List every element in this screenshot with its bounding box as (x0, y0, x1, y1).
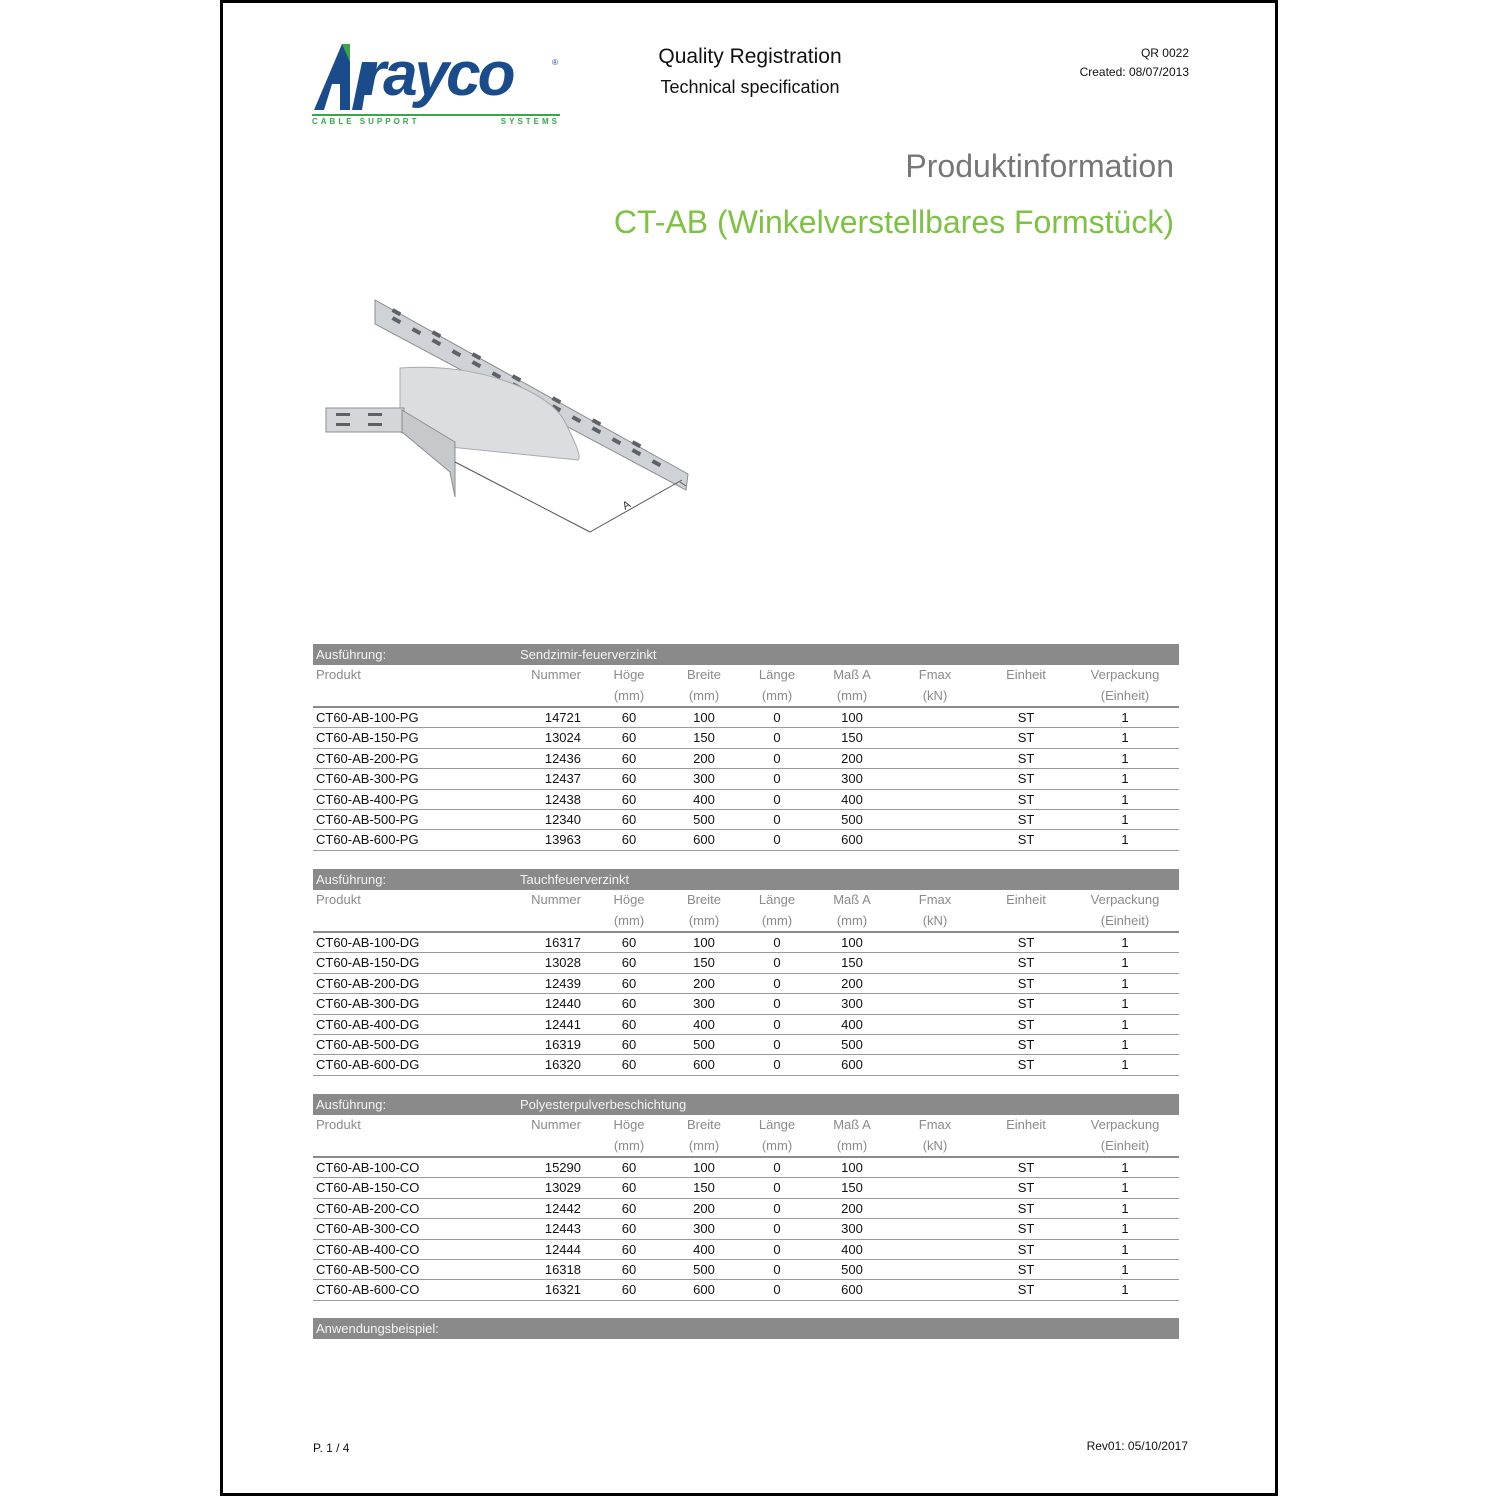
cell-length: 0 (773, 1036, 781, 1052)
cell-packing: 1 (1121, 996, 1129, 1012)
column-header-product: Produkt (316, 1117, 361, 1132)
finish-label: Ausführung: (316, 647, 387, 662)
cell-number: 12442 (544, 1200, 581, 1216)
finish-label: Ausführung: (316, 1097, 387, 1112)
cell-dim-a: 600 (841, 832, 863, 848)
cell-number: 13024 (544, 730, 581, 746)
cell-product: CT60-AB-200-CO (316, 1200, 420, 1216)
table-row (313, 708, 1179, 728)
cell-height: 60 (621, 1160, 637, 1175)
cell-product: CT60-AB-300-CO (316, 1221, 420, 1237)
cell-length: 0 (773, 730, 781, 746)
column-header-product: Produkt (316, 892, 361, 907)
cell-height: 60 (621, 975, 637, 991)
product-drawing (320, 292, 700, 542)
cell-length: 0 (773, 750, 781, 766)
table-row (313, 1240, 1179, 1260)
cell-length: 0 (773, 771, 781, 787)
column-unit-dim-a: (mm) (836, 913, 868, 928)
column-unit-length: (mm) (761, 688, 793, 703)
table-row (313, 994, 1179, 1014)
cell-number: 13029 (544, 1180, 581, 1196)
cell-packing: 1 (1121, 710, 1129, 725)
column-header-fmax: Fmax (918, 892, 952, 907)
cell-height: 60 (621, 1282, 637, 1298)
cell-number: 16318 (544, 1261, 581, 1277)
cell-product: CT60-AB-200-PG (316, 750, 419, 766)
cell-height: 60 (621, 935, 637, 950)
cell-product: CT60-AB-500-DG (316, 1036, 420, 1052)
cell-dim-a: 400 (841, 1241, 863, 1257)
cell-unit: ST (1017, 710, 1035, 725)
cell-height: 60 (621, 1180, 637, 1196)
table-header (313, 890, 1179, 933)
cell-height: 60 (621, 1057, 637, 1073)
cell-number: 12440 (544, 996, 581, 1012)
cell-unit: ST (1017, 1180, 1035, 1196)
cell-packing: 1 (1121, 1057, 1129, 1073)
column-unit-dim-a: (mm) (836, 1138, 868, 1153)
cell-unit: ST (1017, 1282, 1035, 1298)
cell-length: 0 (773, 791, 781, 807)
column-unit-fmax: (kN) (922, 1138, 948, 1153)
cell-unit: ST (1017, 791, 1035, 807)
cell-number: 12443 (544, 1221, 581, 1237)
cell-product: CT60-AB-500-PG (316, 811, 419, 827)
cell-height: 60 (621, 750, 637, 766)
cell-length: 0 (773, 1180, 781, 1196)
cell-unit: ST (1017, 996, 1035, 1012)
cell-width: 600 (693, 1282, 715, 1298)
cell-unit: ST (1017, 1221, 1035, 1237)
cell-dim-a: 600 (841, 1282, 863, 1298)
column-header-packing: Verpackung (1090, 667, 1160, 682)
table-band (313, 869, 1179, 890)
cell-dim-a: 400 (841, 791, 863, 807)
cell-packing: 1 (1121, 791, 1129, 807)
cell-packing: 1 (1121, 955, 1129, 971)
cell-packing: 1 (1121, 1241, 1129, 1257)
logo-tagline-left: CABLE SUPPORT (312, 117, 420, 126)
cell-width: 100 (693, 1160, 715, 1175)
cell-product: CT60-AB-500-CO (316, 1261, 420, 1277)
cell-dim-a: 150 (841, 730, 863, 746)
cell-number: 16317 (544, 935, 581, 950)
table-band (313, 1094, 1179, 1115)
cell-width: 500 (693, 1036, 715, 1052)
cell-length: 0 (773, 1221, 781, 1237)
logo-wordmark-visible: rayco (362, 40, 513, 109)
application-band (313, 1318, 1179, 1339)
table-row (313, 749, 1179, 769)
logo-tagline (312, 114, 560, 126)
product-heading: CT-AB (Winkelverstellbares Formstück) (613, 204, 1174, 240)
cell-number: 12340 (544, 811, 581, 827)
cell-unit: ST (1017, 1261, 1035, 1277)
cell-height: 60 (621, 1241, 637, 1257)
cell-height: 60 (621, 1200, 637, 1216)
cell-packing: 1 (1121, 935, 1129, 950)
cell-dim-a: 300 (841, 996, 863, 1012)
table-row (313, 1178, 1179, 1198)
cell-number: 16319 (544, 1036, 581, 1052)
cell-dim-a: 500 (841, 811, 863, 827)
cell-dim-a: 100 (841, 710, 863, 725)
cell-product: CT60-AB-400-CO (316, 1241, 420, 1257)
cell-height: 60 (621, 1016, 637, 1032)
cell-height: 60 (621, 710, 637, 725)
column-unit-width: (mm) (688, 1138, 720, 1153)
table-row (313, 1055, 1179, 1075)
logo-tagline-right: SYSTEMS (500, 117, 560, 126)
cell-unit: ST (1017, 1016, 1035, 1032)
cell-length: 0 (773, 710, 781, 725)
cell-number: 12436 (544, 750, 581, 766)
cell-unit: ST (1017, 935, 1035, 950)
column-header-length: Länge (758, 892, 796, 907)
column-header-length: Länge (758, 667, 796, 682)
cell-dim-a: 150 (841, 1180, 863, 1196)
column-header-dim-a: Maß A (833, 667, 871, 682)
cell-width: 300 (693, 996, 715, 1012)
cell-unit: ST (1017, 771, 1035, 787)
registered-icon: ® (552, 58, 558, 67)
cell-product: CT60-AB-400-PG (316, 791, 419, 807)
cell-number: 15290 (544, 1160, 581, 1175)
cell-length: 0 (773, 1200, 781, 1216)
cell-number: 12437 (544, 771, 581, 787)
cell-length: 0 (773, 811, 781, 827)
cell-height: 60 (621, 955, 637, 971)
cell-height: 60 (621, 730, 637, 746)
cell-packing: 1 (1121, 771, 1129, 787)
cell-height: 60 (621, 1221, 637, 1237)
column-header-width: Breite (687, 892, 721, 907)
cell-dim-a: 300 (841, 1221, 863, 1237)
cell-number: 13028 (544, 955, 581, 971)
cell-unit: ST (1017, 750, 1035, 766)
page-number: P. 1 / 4 (313, 1441, 350, 1455)
cell-product: CT60-AB-100-CO (316, 1160, 420, 1175)
document-reference (1080, 44, 1189, 82)
cell-product: CT60-AB-300-PG (316, 771, 419, 787)
column-header-number: Nummer (531, 1117, 581, 1132)
table-row (313, 953, 1179, 973)
cell-length: 0 (773, 935, 781, 950)
column-header-unit: Einheit (1006, 667, 1046, 682)
cell-width: 300 (693, 771, 715, 787)
cell-width: 200 (693, 750, 715, 766)
cell-width: 150 (693, 730, 715, 746)
cell-packing: 1 (1121, 832, 1129, 848)
cell-length: 0 (773, 996, 781, 1012)
column-header-unit: Einheit (1006, 1117, 1046, 1132)
column-unit-height: (mm) (613, 688, 645, 703)
cell-unit: ST (1017, 1241, 1035, 1257)
spec-table (313, 644, 1179, 851)
column-header-packing: Verpackung (1090, 1117, 1160, 1132)
cell-unit: ST (1017, 975, 1035, 991)
cell-packing: 1 (1121, 975, 1129, 991)
spec-table (313, 1094, 1179, 1301)
cell-width: 150 (693, 955, 715, 971)
column-unit-width: (mm) (688, 688, 720, 703)
column-header-fmax: Fmax (918, 1117, 952, 1132)
column-unit-packing: (Einheit) (1100, 1138, 1150, 1153)
cell-height: 60 (621, 1036, 637, 1052)
cell-width: 600 (693, 832, 715, 848)
cell-packing: 1 (1121, 1282, 1129, 1298)
column-header-width: Breite (687, 667, 721, 682)
column-unit-width: (mm) (688, 913, 720, 928)
cell-length: 0 (773, 1160, 781, 1175)
cell-dim-a: 500 (841, 1261, 863, 1277)
cell-length: 0 (773, 975, 781, 991)
cell-height: 60 (621, 996, 637, 1012)
cell-height: 60 (621, 1261, 637, 1277)
cell-product: CT60-AB-100-DG (316, 935, 420, 950)
cell-product: CT60-AB-100-PG (316, 710, 419, 725)
arayco-logo (312, 38, 564, 130)
cell-number: 12439 (544, 975, 581, 991)
cell-width: 400 (693, 1241, 715, 1257)
cell-product: CT60-AB-600-DG (316, 1057, 420, 1073)
cell-packing: 1 (1121, 1036, 1129, 1052)
cell-height: 60 (621, 771, 637, 787)
cell-dim-a: 600 (841, 1057, 863, 1073)
cell-dim-a: 400 (841, 1016, 863, 1032)
column-header-product: Produkt (316, 667, 361, 682)
cell-packing: 1 (1121, 1160, 1129, 1175)
cell-product: CT60-AB-400-DG (316, 1016, 420, 1032)
dimension-label-a: A (620, 498, 633, 513)
cell-product: CT60-AB-150-DG (316, 955, 420, 971)
finish-value: Tauchfeuerverzinkt (520, 872, 630, 887)
column-unit-fmax: (kN) (922, 688, 948, 703)
cell-packing: 1 (1121, 811, 1129, 827)
spec-table (313, 869, 1179, 1076)
header-title: Quality Registration (658, 45, 842, 68)
cell-dim-a: 200 (841, 975, 863, 991)
table-row (313, 974, 1179, 994)
cell-width: 600 (693, 1057, 715, 1073)
table-row (313, 810, 1179, 830)
cell-unit: ST (1017, 1057, 1035, 1073)
cell-product: CT60-AB-150-PG (316, 730, 419, 746)
cell-width: 200 (693, 1200, 715, 1216)
cell-product: CT60-AB-300-DG (316, 996, 420, 1012)
column-unit-fmax: (kN) (922, 913, 948, 928)
application-label: Anwendungsbeispiel: (316, 1321, 439, 1336)
table-row (313, 1035, 1179, 1055)
table-row (313, 769, 1179, 789)
cell-unit: ST (1017, 955, 1035, 971)
created-date: Created: 08/07/2013 (1079, 65, 1189, 79)
cell-packing: 1 (1121, 730, 1129, 746)
table-header (313, 1115, 1179, 1158)
revision-date: Rev01: 05/10/2017 (1086, 1439, 1188, 1453)
cell-length: 0 (773, 832, 781, 848)
cell-unit: ST (1017, 1036, 1035, 1052)
cell-product: CT60-AB-600-PG (316, 832, 419, 848)
cell-packing: 1 (1121, 1180, 1129, 1196)
column-unit-height: (mm) (613, 1138, 645, 1153)
table-row (313, 1260, 1179, 1280)
cell-dim-a: 500 (841, 1036, 863, 1052)
cell-product: CT60-AB-200-DG (316, 975, 420, 991)
cell-dim-a: 200 (841, 1200, 863, 1216)
column-unit-length: (mm) (761, 1138, 793, 1153)
finish-label: Ausführung: (316, 872, 387, 887)
cell-unit: ST (1017, 730, 1035, 746)
cell-length: 0 (773, 1016, 781, 1032)
table-band (313, 644, 1179, 665)
column-unit-dim-a: (mm) (836, 688, 868, 703)
table-row (313, 728, 1179, 748)
cell-width: 500 (693, 1261, 715, 1277)
column-unit-packing: (Einheit) (1100, 913, 1150, 928)
column-header-number: Nummer (531, 892, 581, 907)
cell-length: 0 (773, 1057, 781, 1073)
cell-number: 13963 (544, 832, 581, 848)
column-unit-packing: (Einheit) (1100, 688, 1150, 703)
table-row (313, 1219, 1179, 1239)
cell-unit: ST (1017, 811, 1035, 827)
cell-dim-a: 300 (841, 771, 863, 787)
cell-dim-a: 100 (841, 1160, 863, 1175)
column-header-height: Höge (613, 1117, 645, 1132)
cell-number: 16321 (544, 1282, 581, 1298)
table-row (313, 1015, 1179, 1035)
cell-width: 400 (693, 791, 715, 807)
table-row (313, 1158, 1179, 1178)
section-heading: Produktinformation (905, 148, 1174, 184)
cell-dim-a: 150 (841, 955, 863, 971)
cell-packing: 1 (1121, 1221, 1129, 1237)
table-row (313, 933, 1179, 953)
table-row (313, 830, 1179, 850)
cell-dim-a: 100 (841, 935, 863, 950)
cell-packing: 1 (1121, 750, 1129, 766)
cell-unit: ST (1017, 1160, 1035, 1175)
column-header-width: Breite (687, 1117, 721, 1132)
finish-value: Sendzimir-feuerverzinkt (520, 647, 657, 662)
cell-number: 14721 (544, 710, 581, 725)
cell-width: 500 (693, 811, 715, 827)
table-row (313, 1280, 1179, 1300)
column-header-unit: Einheit (1006, 892, 1046, 907)
cell-number: 12441 (544, 1016, 581, 1032)
cell-product: CT60-AB-600-CO (316, 1282, 420, 1298)
cell-packing: 1 (1121, 1016, 1129, 1032)
cell-height: 60 (621, 832, 637, 848)
cell-width: 400 (693, 1016, 715, 1032)
cell-width: 200 (693, 975, 715, 991)
cell-packing: 1 (1121, 1200, 1129, 1216)
header-subtitle: Technical specification (660, 77, 840, 97)
cell-number: 16320 (544, 1057, 581, 1073)
doc-id: QR 0022 (1140, 46, 1189, 60)
cell-width: 300 (693, 1221, 715, 1237)
cell-width: 100 (693, 710, 715, 725)
cell-length: 0 (773, 1261, 781, 1277)
cell-length: 0 (773, 955, 781, 971)
column-unit-length: (mm) (761, 913, 793, 928)
column-header-length: Länge (758, 1117, 796, 1132)
cell-unit: ST (1017, 1200, 1035, 1216)
column-header-height: Höge (613, 667, 645, 682)
finish-value: Polyesterpulverbeschichtung (520, 1097, 687, 1112)
cell-dim-a: 200 (841, 750, 863, 766)
cell-product: CT60-AB-150-CO (316, 1180, 420, 1196)
column-header-height: Höge (613, 892, 645, 907)
cell-number: 12444 (544, 1241, 581, 1257)
cell-unit: ST (1017, 832, 1035, 848)
column-unit-height: (mm) (613, 913, 645, 928)
column-header-dim-a: Maß A (833, 1117, 871, 1132)
table-row (313, 1199, 1179, 1219)
cell-width: 100 (693, 935, 715, 950)
cell-packing: 1 (1121, 1261, 1129, 1277)
column-header-dim-a: Maß A (833, 892, 871, 907)
cell-length: 0 (773, 1282, 781, 1298)
cell-height: 60 (621, 791, 637, 807)
table-row (313, 790, 1179, 810)
table-header (313, 665, 1179, 708)
cell-width: 150 (693, 1180, 715, 1196)
column-header-fmax: Fmax (918, 667, 952, 682)
cell-length: 0 (773, 1241, 781, 1257)
cell-height: 60 (621, 811, 637, 827)
column-header-packing: Verpackung (1090, 892, 1160, 907)
column-header-number: Nummer (531, 667, 581, 682)
cell-number: 12438 (544, 791, 581, 807)
